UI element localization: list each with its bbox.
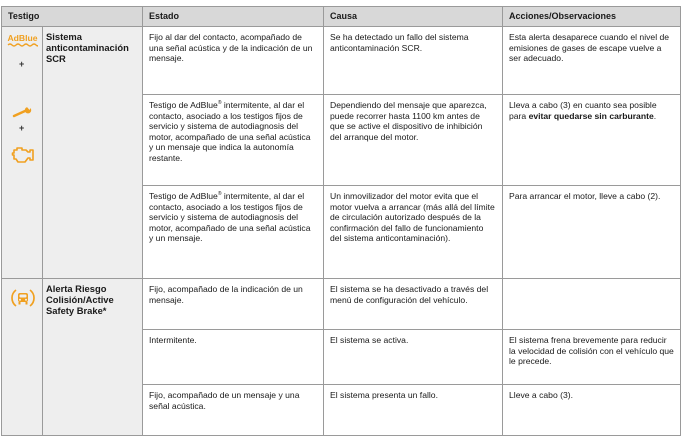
scr-row2-estado-pre: Testigo de AdBlue (149, 100, 218, 110)
scr-row2-acciones (503, 95, 681, 186)
scr-row2-acciones-bold: evitar quedarse sin carburante (528, 110, 654, 121)
scr-row2-acciones-post: . (653, 110, 657, 121)
scr-row1-estado: Fijo al dar del contacto, acompañado de una señal acústica y de la indicación de un mensaje. (143, 27, 324, 95)
header-causa: Causa (324, 7, 503, 27)
table-row (2, 27, 681, 95)
adblue-warning-icon (7, 32, 38, 48)
scr-row2-causa: Dependiendo del mensaje que aparezca, puede recorrer hasta 1100 km antes de que se active el dispositivo de inhibición del arranque del motor. (324, 95, 503, 186)
collision-row1-causa: El sistema se ha desactivado a través del menú de configuración del vehículo. (324, 279, 503, 330)
header-testigo: Testigo (2, 7, 143, 27)
header-acciones: Acciones/Observaciones (503, 7, 681, 27)
scr-row2-estado-post: intermitente, al dar el contacto, asociado a los testigos fijos de servicio y sistema de autodiagnosis del motor, acompañado de una señal acústica y un mensaje que indica la autonomía restante. (149, 100, 311, 163)
plus-sign: + (19, 123, 25, 133)
scr-row3-estado-post: intermitente, al dar el contacto, asociado a los testigos fijos de servicio y sistema de autodiagnosis del motor, acompañado de una señal acústica y un mensaje. (149, 191, 311, 244)
scr-row1-acciones: Esta alerta desaparece cuando el nivel de emisiones de gases de escape vuelve a ser adecuado. (503, 27, 681, 95)
table-row (2, 279, 681, 330)
collision-row1-estado: Fijo, acompañado de la indicación de un mensaje. (143, 279, 324, 330)
registered-mark: ® (217, 191, 222, 198)
collision-icons-cell (2, 279, 43, 436)
table-header-row (2, 7, 681, 27)
scr-row3-estado-pre: Testigo de AdBlue (149, 191, 218, 201)
collision-row3-acciones: Lleve a cabo (3). (503, 385, 681, 436)
scr-row3-estado (143, 186, 324, 279)
scr-row2-acciones-pre: Lleva a cabo (3) en cuanto sea posible para (509, 100, 657, 121)
collision-row3-estado: Fijo, acompañado de un mensaje y una señal acústica. (143, 385, 324, 436)
scr-icons-cell (2, 27, 43, 279)
collision-row1-acciones (503, 279, 681, 330)
registered-mark: ® (217, 100, 222, 107)
scr-row3-acciones: Para arrancar el motor, lleve a cabo (2). (503, 186, 681, 279)
collision-alert-icon (11, 288, 35, 308)
scr-row1-causa: Se ha detectado un fallo del sistema anticontaminación SCR. (324, 27, 503, 95)
collision-row2-acciones: El sistema frena brevemente para reducir la velocidad de colisión con el vehículo que le precede. (503, 330, 681, 385)
collision-row3-causa: El sistema presenta un fallo. (324, 385, 503, 436)
wrench-icon (12, 107, 34, 119)
scr-row3-causa: Un inmovilizador del motor evita que el motor vuelva a arrancar (más allá del límite de circulación autorizado después de la confirmación del fallo de funcionamiento del sistema anticontaminación). (324, 186, 503, 279)
scr-row2-estado (143, 95, 324, 186)
adblue-icon-text: AdBlue (7, 33, 38, 43)
collision-row2-causa: El sistema se activa. (324, 330, 503, 385)
collision-system-name: Alerta Riesgo Colisión/Active Safety Brake* (43, 279, 143, 436)
collision-row2-estado: Intermitente. (143, 330, 324, 385)
plus-sign: + (19, 59, 25, 69)
warning-lights-table (1, 6, 681, 436)
header-estado: Estado (143, 7, 324, 27)
engine-check-icon (11, 146, 35, 164)
scr-system-name: Sistema anticontaminación SCR (43, 27, 143, 279)
